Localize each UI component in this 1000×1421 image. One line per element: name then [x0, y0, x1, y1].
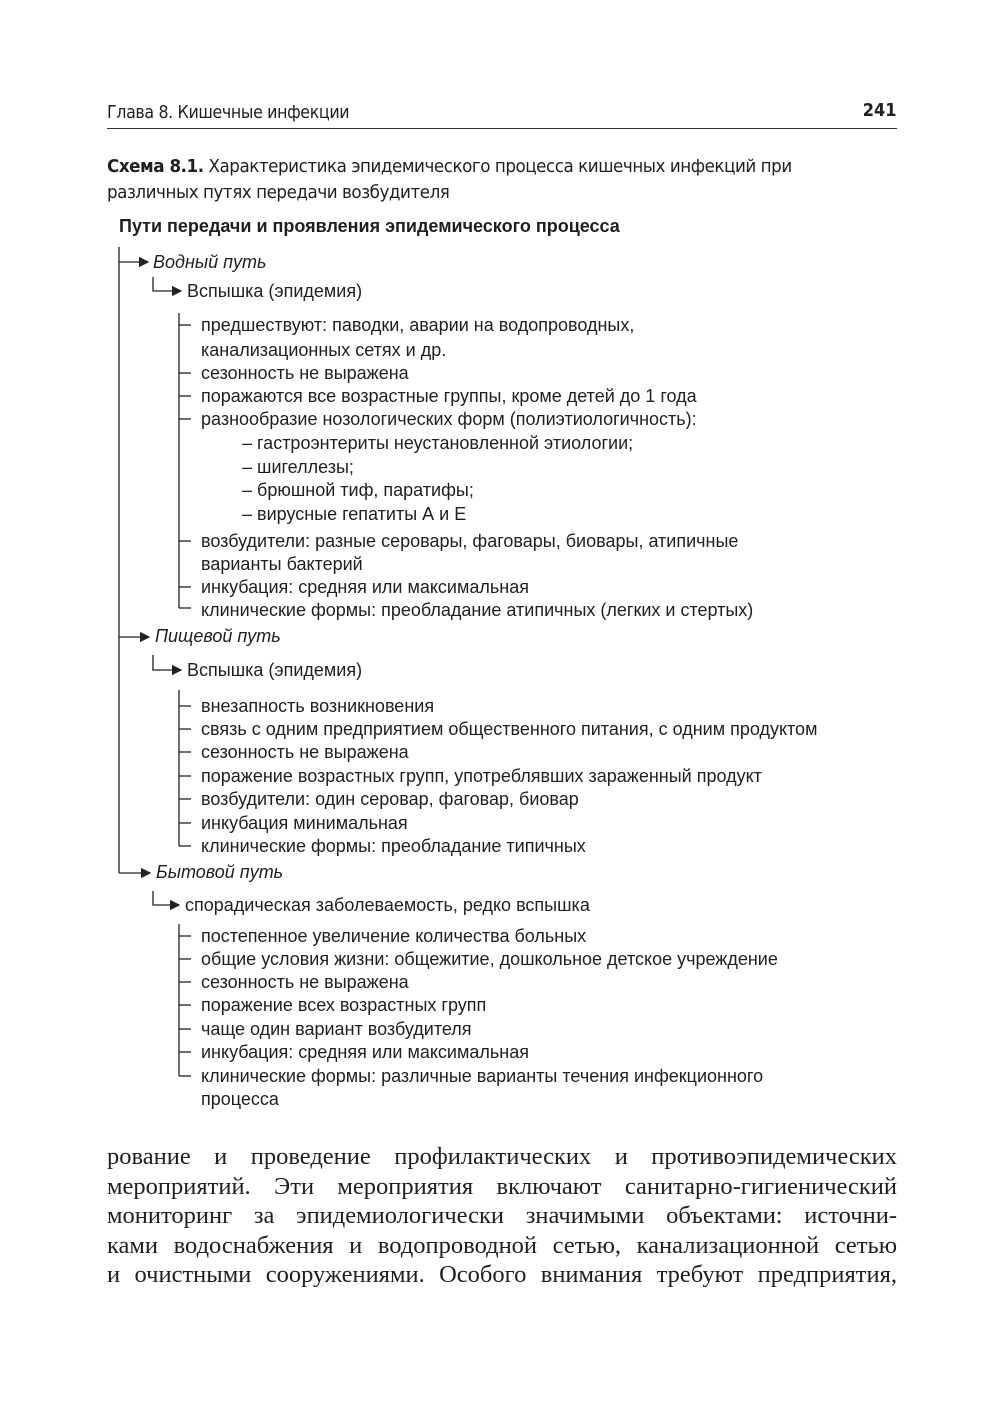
list-item: клинические формы: преобладание типичных — [201, 836, 586, 856]
list-item: сезонность не выражена — [201, 363, 409, 383]
list-item: клинические формы: различные варианты течения инфекционного — [201, 1066, 764, 1086]
list-item: поражаются все возрастные группы, кроме детей до 1 года — [201, 386, 697, 406]
list-item: инкубация: средняя или максимальная — [201, 1042, 529, 1062]
list-item: инкубация минимальная — [201, 813, 408, 833]
list-item: клинические формы: преобладание атипичных (легких и стертых) — [201, 600, 754, 620]
chapter-title: Глава 8. Кишечные инфекции — [107, 102, 350, 123]
list-item: чаще один вариант возбудителя — [201, 1019, 472, 1039]
list-item: связь с одним предприятием общественного питания, с одним продуктом — [201, 719, 818, 739]
paragraph-line: и очистными сооружениями. Особого внимания требуют предприятия, — [107, 1261, 897, 1288]
list-item: сезонность не выражена — [201, 972, 409, 992]
body-paragraph — [107, 1142, 897, 1290]
caption-text-line-1: Характеристика эпидемического процесса кишечных инфекций при — [208, 156, 792, 177]
route-household-outbreak: спорадическая заболеваемость, редко вспышка — [185, 895, 590, 915]
caption-label: Схема 8.1. — [107, 156, 204, 177]
list-item: разнообразие нозологических форм (полиэтиологичность): — [201, 409, 697, 429]
list-item: сезонность не выражена — [201, 742, 409, 762]
list-item: внезапность возникновения — [201, 696, 435, 716]
list-item: предшествуют: паводки, аварии на водопроводных, — [201, 315, 635, 335]
list-item: канализационных сетях и др. — [201, 340, 447, 360]
running-header — [107, 94, 897, 129]
route-food: Пищевой путь — [155, 626, 281, 646]
list-item: процесса — [201, 1089, 279, 1109]
paragraph-line: рование и проведение профилактических и противоэпидемических — [107, 1143, 897, 1170]
list-item: поражение возрастных групп, употреблявших зараженный продукт — [201, 766, 762, 786]
route-water: Водный путь — [153, 252, 267, 272]
list-item: варианты бактерий — [201, 554, 363, 574]
list-subitem: – брюшной тиф, паратифы; — [242, 480, 474, 500]
paragraph-line: ками водоснабжения и водопроводной сетью, канализационной сетью — [107, 1231, 897, 1259]
paragraph-line: мониторинг за эпидемиологически значимыми объектами: источни- — [107, 1202, 897, 1229]
caption-text-line-2: различных путях передачи возбудителя — [107, 182, 450, 203]
list-item: постепенное увеличение количества больных — [201, 926, 587, 946]
list-subitem: – шигеллезы; — [242, 457, 354, 477]
list-subitem: – гастроэнтериты неустановленной этиологии; — [242, 433, 634, 453]
page-number: 241 — [863, 100, 897, 121]
list-item: общие условия жизни: общежитие, дошкольное детское учреждение — [201, 949, 778, 969]
paragraph-line: мероприятий. Эти мероприятия включают санитарно-гигиенический — [107, 1172, 897, 1200]
figure-caption — [107, 154, 842, 206]
route-food-outbreak: Вспышка (эпидемия) — [187, 660, 363, 680]
list-subitem: – вирусные гепатиты А и Е — [242, 504, 467, 524]
list-item: возбудители: разные серовары, фаговары, биовары, атипичные — [201, 531, 739, 551]
list-item: возбудители: один серовар, фаговар, биовар — [201, 789, 579, 809]
route-water-outbreak: Вспышка (эпидемия) — [187, 281, 363, 301]
route-household: Бытовой путь — [156, 862, 284, 882]
list-item: инкубация: средняя или максимальная — [201, 577, 529, 597]
list-item: поражение всех возрастных групп — [201, 995, 487, 1015]
scheme-title: Пути передачи и проявления эпидемического процесса — [119, 216, 620, 236]
